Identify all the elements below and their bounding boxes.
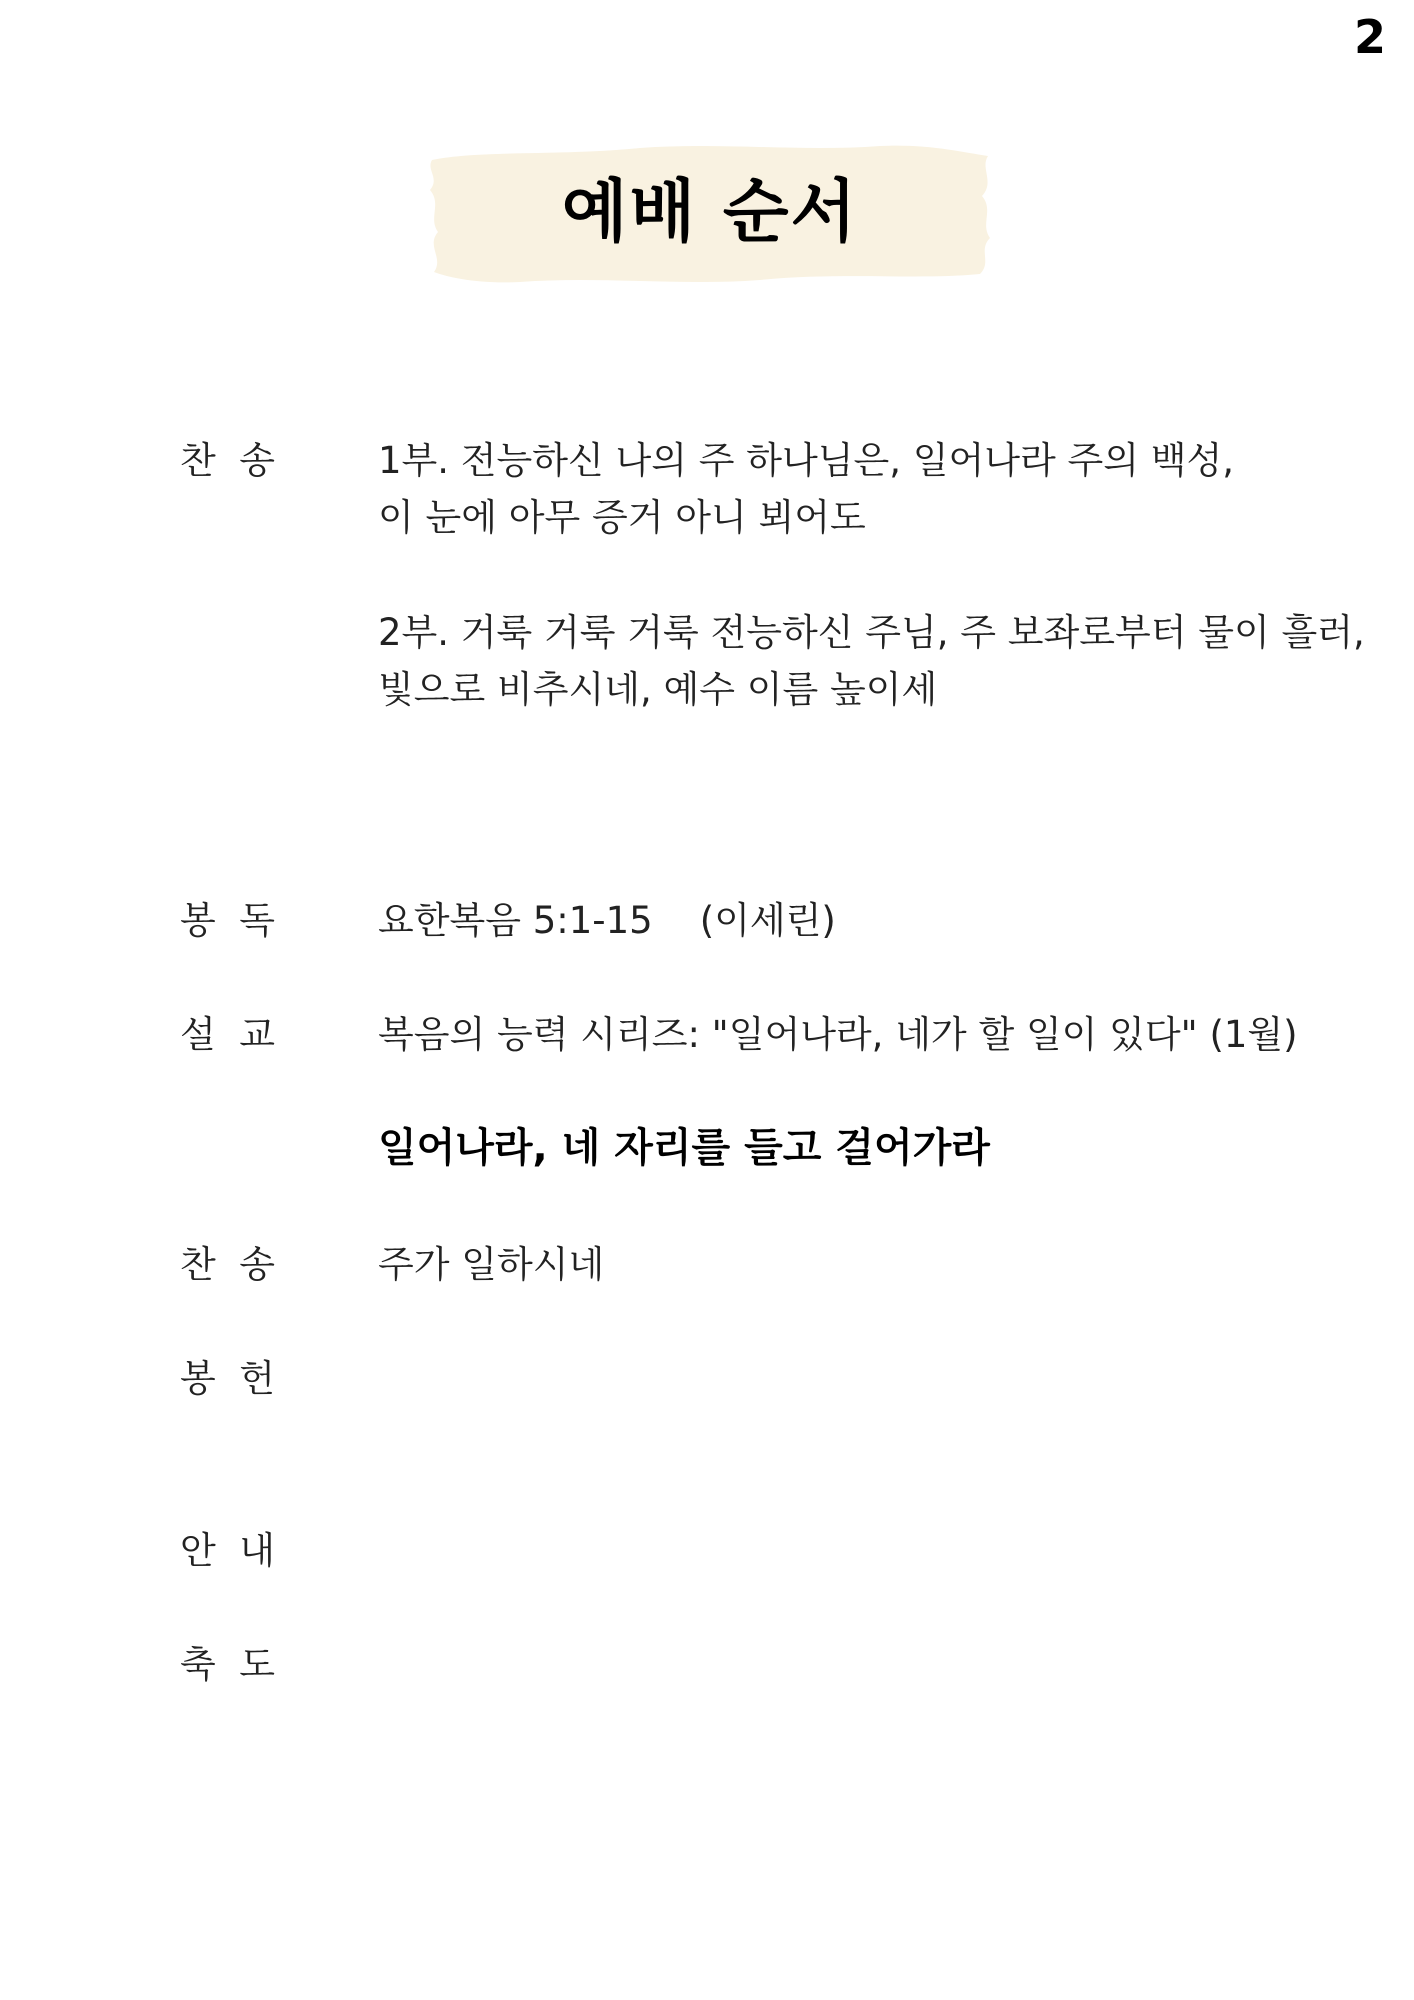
order-label: 봉 독 xyxy=(180,899,276,942)
page-title: 예배 순서 xyxy=(561,173,859,252)
order-label: 찬 송 xyxy=(180,1243,276,1286)
title-block xyxy=(420,138,1000,288)
order-label: 설 교 xyxy=(180,1013,276,1056)
hymn1-content xyxy=(378,432,1365,718)
order-label: 축 도 xyxy=(180,1643,276,1686)
order-label: 봉 헌 xyxy=(180,1357,276,1400)
order-label: 찬 송 xyxy=(180,439,276,482)
order-label: 안 내 xyxy=(180,1529,276,1572)
hymn2-text: 주가 일하시네 xyxy=(378,1243,605,1286)
hymn1-part1-line2: 이 눈에 아무 증거 아니 뵈어도 xyxy=(378,496,866,539)
sermon-title: 일어나라, 네 자리를 들고 걸어가라 xyxy=(378,1125,990,1171)
reading-text: 요한복음 5:1-15 (이세린) xyxy=(378,899,836,942)
hymn1-part1-line1: 1부. 전능하신 나의 주 하나님은, 일어나라 주의 백성, xyxy=(378,439,1234,482)
hymn1-part2-line2: 빛으로 비추시네, 예수 이름 높이세 xyxy=(378,668,938,711)
hymn1-part2-line1: 2부. 거룩 거룩 거룩 전능하신 주님, 주 보좌로부터 물이 흘러, xyxy=(378,611,1365,654)
page-number: 2 xyxy=(1353,10,1386,64)
sermon-series: 복음의 능력 시리즈: "일어나라, 네가 할 일이 있다" (1월) xyxy=(378,1013,1298,1056)
